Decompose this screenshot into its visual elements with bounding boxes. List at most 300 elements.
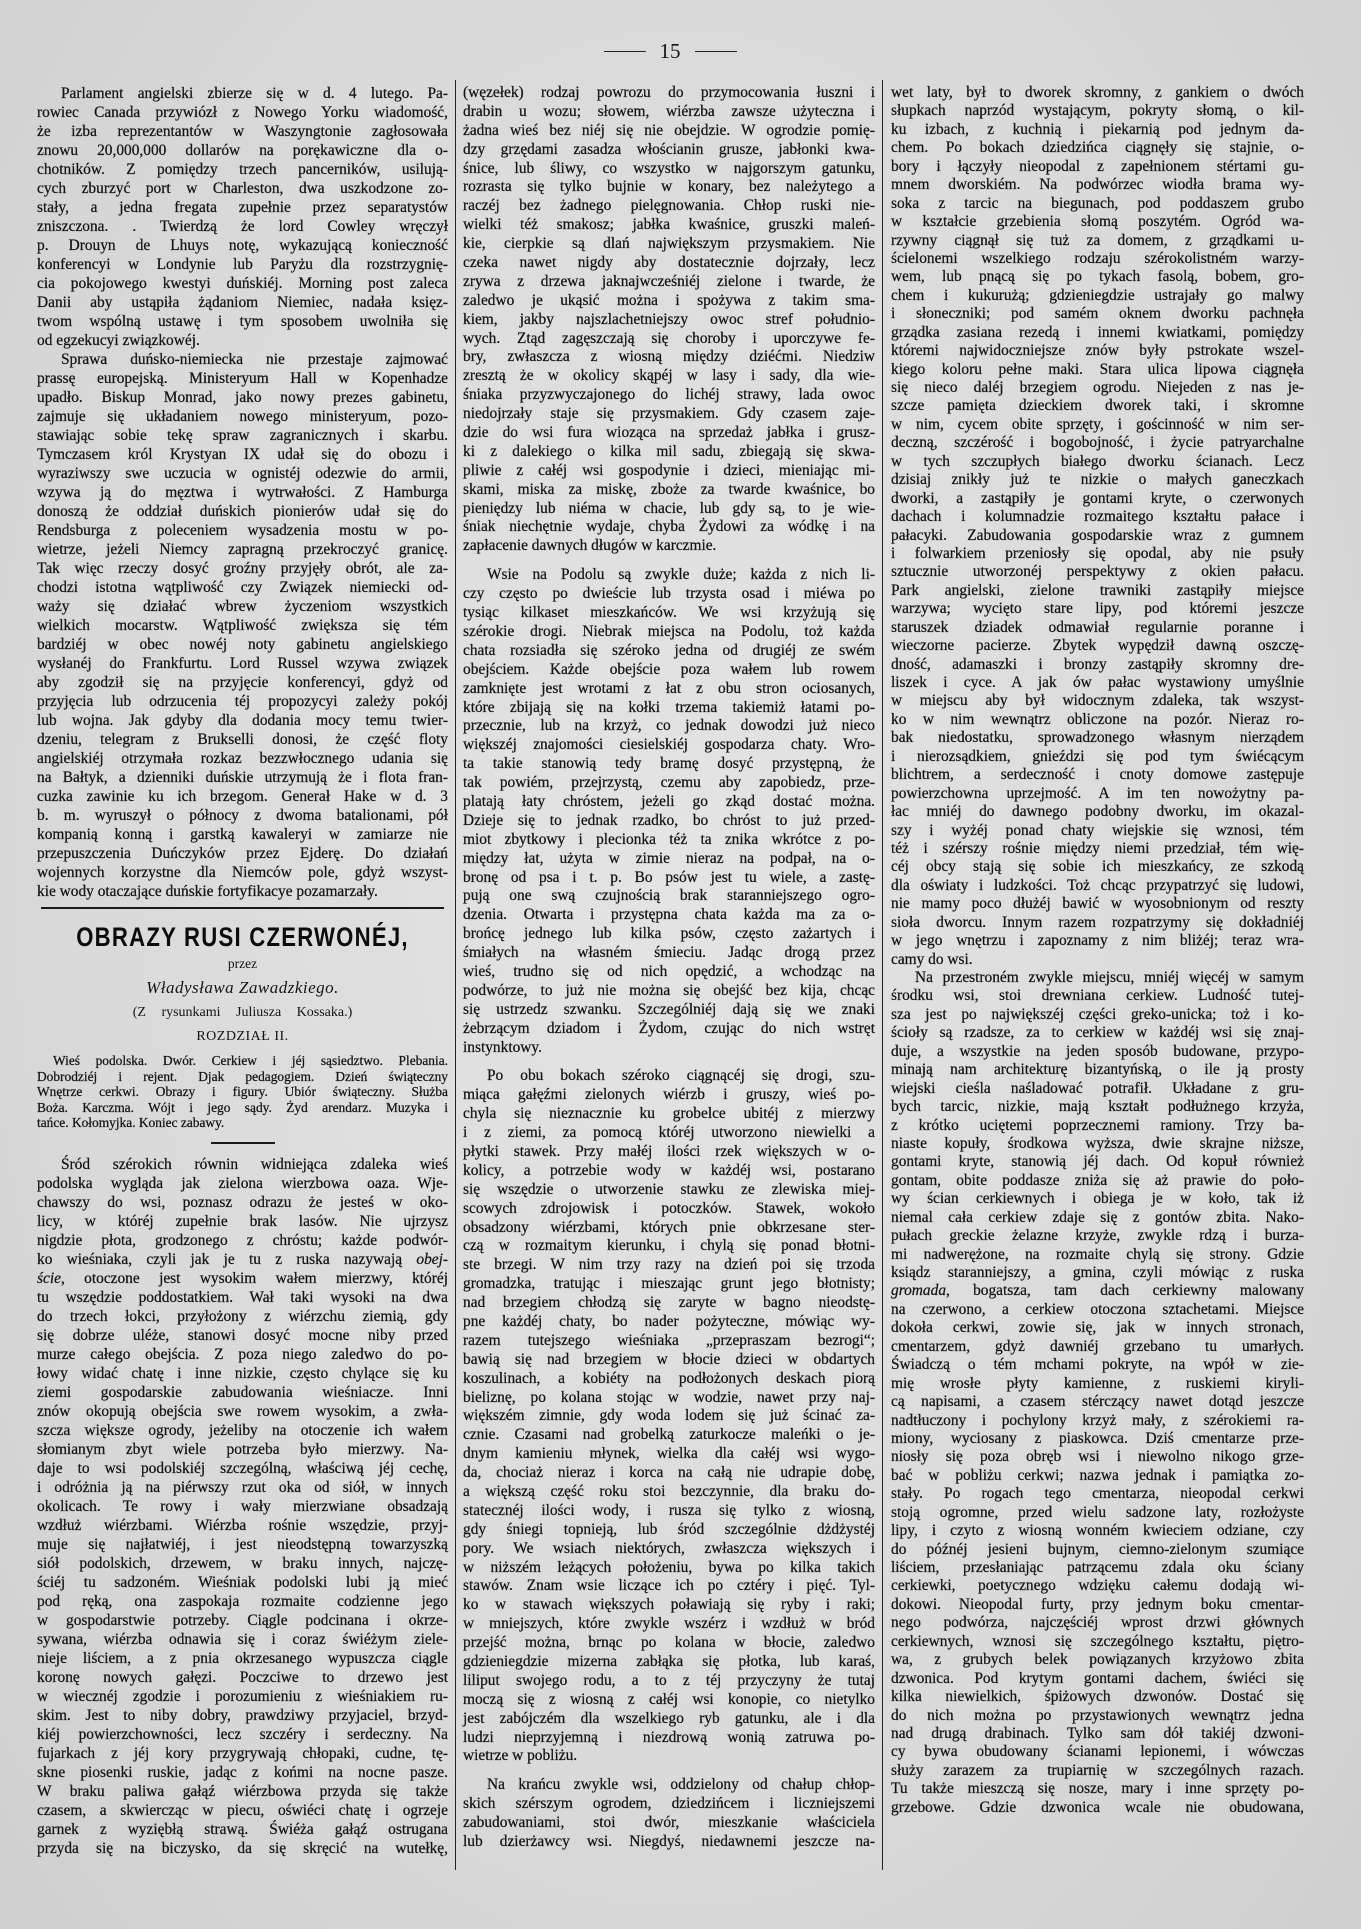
text-line: bardziéj w obec nowéj noty gabinetu angielskiego bbox=[37, 636, 448, 653]
text-line: śmiałych na własném śmieciu. Jadąc drogą przez bbox=[463, 944, 875, 962]
text-line: miony, wyciosany z piaskowca. Dziś cmentarze prze- bbox=[891, 1429, 1304, 1447]
text-line: upadło. Biskup Monrad, jako nowy prezes gabinetu, bbox=[37, 389, 448, 406]
text-line: obsadzony wiérzbami, których pnie obkrzesane ster- bbox=[463, 1218, 875, 1236]
text-line: z krótko uciętemi poprzecznemi ramiony. Trzy ba- bbox=[891, 1116, 1304, 1134]
text-line: niemal cała cerkiew zdaje się z gontów zbita. Nako- bbox=[891, 1208, 1304, 1226]
text-line: W braku paliwa gałąź wiérzbowa przyda się także bbox=[37, 1782, 448, 1800]
text-line: ludzi nieprzyjemną i niezdrową wonią zatruwa po- bbox=[463, 1728, 875, 1746]
text-line: kie wody otaczające duńskie fortyfikacye pozamarzały. bbox=[37, 883, 378, 900]
text-line: zapłacenie dawnych długów w karczmie. bbox=[463, 537, 717, 555]
text-line: ziemi gospodarskie zabudowania wieśniacze. Inni bbox=[37, 1383, 448, 1401]
text-line: skich szérszym ogrodem, dziedzińcem i liczniejszemi bbox=[463, 1795, 875, 1813]
text-line: do późnéj jesieni bujnym, ciemno-zielonym szumiące bbox=[891, 1540, 1304, 1558]
text-line bbox=[37, 1250, 448, 1269]
text-line: pliwie z całéj wsi gospodynie i dzieci, mieniając mi- bbox=[463, 461, 875, 479]
text-line: dzie do wsi fura wioząca na sprzedaż jabłka i grusz- bbox=[463, 424, 875, 442]
text-line: wyraziwszy swe uczucia w ognistéj odezwie do armii, bbox=[37, 465, 448, 482]
text-line: w tych szczupłych białego dworku ścianach. Lecz bbox=[891, 452, 1304, 470]
text-line: cuzka zawinie ku ich brzegom. Generał Hake w d. 3 bbox=[37, 788, 448, 805]
text-line: grządka zasiana rezedą i innemi kwiatkami, pomiędzy bbox=[891, 323, 1304, 341]
text-line: bych tarcic, nizkie, mają kształt podłużnego krzyża, bbox=[891, 1098, 1304, 1116]
text-line: przepuszczenia Duńczyków przez Ejderę. Do działań bbox=[37, 845, 448, 862]
page-number-value: 15 bbox=[659, 38, 681, 63]
text-line: pod ręką, ona zaspokaja rozmaite codzienne jego bbox=[37, 1592, 448, 1610]
text-line: cy bywa obudowany ścianami lepionemi, i wówczas bbox=[891, 1743, 1304, 1761]
text-line: kompanią konną i garstką kawaleryi w zamiarze nie bbox=[37, 826, 448, 843]
italic-term: obej- bbox=[416, 1250, 448, 1268]
text-line: kiego koloru pełne maki. Stara ulica lipowa ciągnęła bbox=[891, 360, 1304, 378]
text-line: Świadczą o tém mchami pokryte, na wpół w zie- bbox=[891, 1356, 1304, 1374]
text-line: téż i szérszy rośnie między niemi przedział, tém wię- bbox=[891, 839, 1304, 857]
text-line: garnek z wyziębłą strawą. Świéża gałąź ostrugana bbox=[37, 1820, 448, 1838]
text-line: da, chociaż nieraz i korca na całą nie udrapie dobę, bbox=[463, 1464, 875, 1482]
text-line: ścioły są rzadsze, za to cerkiew w każdéj wsi się znaj- bbox=[891, 1024, 1304, 1042]
text-line: dokowi. Nieopodal furty, przy jednym boku cmentar- bbox=[891, 1595, 1304, 1613]
text-line: powierzchowna uprzejmość. A im ten nowożytny pa- bbox=[891, 784, 1304, 802]
text-line: i odróżnia ją na piérwszy rzut oka od siół, w innych bbox=[37, 1478, 448, 1496]
text-line: ksiądz staranniejszy, a gmina, czyli mówiąc z ruska bbox=[891, 1264, 1304, 1281]
text-line: cerkiewki, poetycznego wdzięku całemu dodają wi- bbox=[891, 1577, 1304, 1595]
short-divider bbox=[211, 1142, 275, 1144]
text-line: wy ścian cerkiewnych i obiega je w koło, tak iż bbox=[891, 1190, 1304, 1208]
text-line: przyda się na biczysko, da się skręcić na wutełkę, bbox=[37, 1839, 448, 1857]
text-line: dzenia. Otwarta i przystępna chata każda ma za o- bbox=[463, 906, 875, 924]
text-line: zajmuje się układaniem nowego ministeryum, pozo- bbox=[37, 408, 448, 425]
text-line: łowy widać chatę i inne nizkie, często chylące się ku bbox=[37, 1364, 448, 1382]
text-line: chotników. Z pomiędzy trzech pancerników, usilują- bbox=[37, 161, 448, 178]
text-line: tysiąc kilkaset mieszkańców. We wsi krzyżują się bbox=[463, 604, 875, 622]
text-line: bak niedostatku, sprowadzonego własnym nierządem bbox=[891, 729, 1304, 747]
text-line: dzeniu, telegram z Brukselli donosi, że część floty bbox=[37, 731, 448, 748]
text-segment: , bogatsza, tam dach cerkiewny malowany bbox=[946, 1282, 1304, 1300]
text-line: środku wsi, stoi drewniana cerkiew. Ludność tutej- bbox=[891, 987, 1304, 1005]
text-line: camy do wsi. bbox=[891, 950, 973, 968]
text-line: platają łaty chróstem, jeżeli go zkąd dostać można. bbox=[463, 792, 875, 810]
text-line: płytki stawek. Przy małéj ilości rzek większych w o- bbox=[463, 1142, 875, 1160]
text-line: w kształcie grzebienia słomą poszytém. Ogród wa- bbox=[891, 213, 1304, 231]
text-line: przecznie, lub na krzyż, co jednak dowodzi już nieco bbox=[463, 717, 875, 735]
text-line: się ustrzedz szwanku. Szczególniéj dają się we znaki bbox=[463, 1000, 875, 1018]
text-line: skami, miska za miskę, zboże za twarde kwaśnice, bo bbox=[463, 480, 875, 498]
text-line: donoszą że oddział duńskich pionierów udał się do bbox=[37, 503, 448, 520]
text-segment: , otoczone jest wysokim wałem mierzwy, któréj bbox=[60, 1269, 448, 1287]
text-line: grzebowe. Gdzie dzwonica wcale nie obudowana, bbox=[891, 1798, 1304, 1816]
text-line: waży się działać wbrew życzeniom wszystkich bbox=[37, 598, 448, 615]
text-line: przejść można, brnąc po kolana w błocie, zaledwo bbox=[463, 1634, 875, 1652]
text-line: murze całego obejścia. Z poza niego zaledwo do po- bbox=[37, 1345, 448, 1363]
text-line: Tak więc rzeczy dosyć groźny przyjęły obrót, ale za- bbox=[37, 560, 448, 577]
text-line: zabudowaniami, stoi dwór, mieszkanie właściciela bbox=[463, 1814, 875, 1832]
text-line: tu wszędzie poddostatkiem. Wał taki wysoki na dwa bbox=[37, 1288, 448, 1306]
author-name: Władysława Zawadzkiego. bbox=[146, 978, 339, 997]
text-line: moczą się z wiosną z całéj wsi konopie, co nietylko bbox=[463, 1690, 875, 1708]
paragraph bbox=[463, 566, 875, 1057]
text-line: Boża. Karczma. Wójt i jego sądy. Żyd arendarz. Muzyka i bbox=[37, 1099, 448, 1115]
text-line: ścielonemi wszelkiego rodzaju szérokolistném warzy- bbox=[891, 249, 1304, 267]
text-line: wzywa ją do męztwa i wytrwałości. Z Hamburga bbox=[37, 484, 448, 501]
text-line: chem. Po bokach dziedzińca ciągnęły się stajnie, o- bbox=[891, 139, 1304, 157]
text-line bbox=[37, 1269, 448, 1288]
text-line: okolicach. Te rowy i wały mierzwiane obsadzają bbox=[37, 1497, 448, 1515]
text-segment: ko wieśniaka, czyli jak je tu z ruska nazywają bbox=[37, 1250, 417, 1268]
chapter-heading: ROZDZIAŁ II. bbox=[196, 1029, 289, 1044]
text-line: stawów. Znam wsie liczące ich po cztéry i pięć. Tyl- bbox=[463, 1577, 875, 1595]
text-line: gdy śniegi topnieją, lub śród szczególnie dżdżystéj bbox=[463, 1520, 875, 1538]
text-line: sywana, wiérzba odnawia się i coraz świéżym ziele- bbox=[37, 1630, 448, 1648]
paragraph bbox=[37, 1155, 448, 1858]
text-line: pują one swą czujnością brak staranniejszego ogro- bbox=[463, 887, 875, 905]
text-line: i nierozsądkiem, gnieździ się pod tym świécącym bbox=[891, 747, 1304, 765]
text-line: większéj znajomości ciesielskiéj gospodarza chaty. Wro- bbox=[463, 736, 875, 754]
text-line: wiejski cieśla naśladować potrafił. Układane z gru- bbox=[891, 1079, 1304, 1097]
text-line: bieliznę, po kolana stojąc w wodzie, nawet przy naj- bbox=[463, 1388, 875, 1406]
text-line: gontami kryte, stanowią jéj dach. Od kopuł również bbox=[891, 1153, 1304, 1171]
text-line: daje to wsi podolskiéj szczególną, właściwą jéj cechę, bbox=[37, 1459, 448, 1477]
paragraph bbox=[463, 1776, 875, 1852]
text-line: gdzieniegdzie mizerna zabłąka się płotka, lub karaś, bbox=[463, 1653, 875, 1671]
text-line: nego podwórza, najczęściéj wprost drzwi głównych bbox=[891, 1614, 1304, 1632]
text-line: do trzech łokci, przyłożony z wiérzchu ziemią, gdy bbox=[37, 1307, 448, 1325]
text-line: od egzekucyi związkowéj. bbox=[37, 332, 200, 349]
text-line: angielskiéj otrzymała rozkaz bezzwłocznego udania się bbox=[37, 750, 448, 767]
text-line: ko w stawach większych poławiają się ryby i raki; bbox=[463, 1596, 875, 1614]
text-line: sioła dworcu. Innym razem rozpatrzymy się dokładniéj bbox=[891, 913, 1304, 931]
text-line: że izba reprezentantów w Waszyngtonie zagłosowała bbox=[37, 123, 448, 140]
paragraph bbox=[37, 84, 448, 350]
text-line: liszek i cyce. A jak ów pałac wystawiony umyślnie bbox=[891, 674, 1304, 691]
text-line: przyjęcia lub odrzucenia téj propozycyi zależy pokój bbox=[37, 693, 448, 710]
text-line: scowych zdrojowisk i potoczków. Stawek, wokoło bbox=[463, 1199, 875, 1217]
text-line: ściéj tu sadzoném. Wieśniak podolski lubi ją mieć bbox=[37, 1573, 448, 1591]
text-line: dachach i kolumnadzie rozmaitego kształtu pałace i bbox=[891, 508, 1304, 526]
text-line: ste brzegi. W nim trzy razy na dzień poi się trzoda bbox=[463, 1256, 875, 1274]
text-line: dzisiaj znikły już te nizkie o małych ganeczkach bbox=[891, 471, 1304, 489]
text-line: słupkach naprzód wystającym, pokryty słomą, o kil- bbox=[891, 102, 1304, 120]
text-line: lub dzierżawcy wsi. Niegdyś, niedawnemi jeszcze na- bbox=[463, 1833, 875, 1851]
text-line: koronę nowych gałęzi. Poczciwe to drzewo jest bbox=[37, 1668, 448, 1686]
text-line: stoją ogromne, przed wielu sadzone laty, rozłożyste bbox=[891, 1503, 1304, 1521]
text-line: i z ziemi, za pomocą któréj utworzono niewielki a bbox=[463, 1124, 875, 1142]
text-line: duje, a wszystkie na jeden sposób budowane, przypo- bbox=[891, 1042, 1304, 1060]
column-3 bbox=[891, 84, 1304, 1817]
text-line: chyla się nieznacznie ku grobelce ubitéj z mierzwy bbox=[463, 1105, 875, 1123]
text-line: się wszędzie o utworzenie stawku ze zlewiska miej- bbox=[463, 1180, 875, 1198]
text-line: Na przestroném zwykle miejscu, mniéj więcéj w samym bbox=[915, 969, 1304, 986]
text-line: większém zimnie, gdy woda lodem się już ścinać za- bbox=[463, 1407, 875, 1425]
text-line: Wnętrze cerkwi. Obrazy i figury. Ubiór świąteczny. Służba bbox=[37, 1084, 448, 1100]
text-line: Wieś podolska. Dwór. Cerkiew i jéj sąsiedztwo. Plebania. bbox=[53, 1053, 448, 1068]
text-line: pieniędzy lub niéma w chacie, lub gdy są, to je wie- bbox=[463, 499, 875, 517]
text-line: wieś, trudno się od nich opędzić, a wchodząc na bbox=[463, 962, 875, 980]
text-line: w mniejszych, które zwykle wszérz i wzdłuż w bród bbox=[463, 1615, 875, 1633]
text-line: śnice, lub śliwy, co wszystko w najgorszym gatunku, bbox=[463, 159, 875, 177]
text-line: chata rozsiadła się széroko jedna od drugiéj ze swém bbox=[463, 641, 875, 659]
text-line: nad brzegiem chłodzą się zaryte w bagno nieodstę- bbox=[463, 1294, 875, 1312]
text-line: nieje liściem, a z pnia okrzesanego wypuszcza ciągle bbox=[37, 1649, 448, 1667]
text-line: kiem, jakby najszlachetniejszy owoc stref południo- bbox=[463, 310, 875, 328]
text-line: wysłanéj do Frankfurtu. Lord Russel wzywa związek bbox=[37, 655, 448, 672]
text-line: dla oświaty i ludzkości. Toż chcąc przypatrzyć się ludowi, bbox=[891, 876, 1304, 894]
text-line: czą w rozmaitym kierunku, i chylą się ponad błotni- bbox=[463, 1237, 875, 1255]
text-line: szérokie drogi. Niebrak miejsca na Podolu, toż każda bbox=[463, 622, 875, 640]
text-line: w niższém leżących położeniu, bywa po kilka takich bbox=[463, 1558, 875, 1576]
text-line: kiéj powierzchowności, lecz szczéry i serdeczny. Na bbox=[37, 1725, 448, 1743]
text-line: licy, w któréj zupełnie brak lasów. Nie ujrzysz bbox=[37, 1212, 448, 1230]
text-line: żebrzącym dziadom i Żydom, czując do nich wstręt bbox=[463, 1019, 875, 1037]
text-line: zamknięte jest wrotami z łat z obu stron ociosanych, bbox=[463, 679, 875, 697]
text-line bbox=[891, 1282, 1304, 1300]
text-line: podolska wygląda jak zielona wierzbowa oaza. Wje- bbox=[37, 1174, 448, 1192]
text-line: konferencyi w Londynie lub Paryżu dla rozstrzygnię- bbox=[37, 256, 448, 273]
text-line: ta takie stanowią tedy bramę dosyć przystępną, że bbox=[463, 755, 875, 773]
text-line: i folwarkiem przeniosły się opodal, aby nie psuły bbox=[891, 544, 1304, 562]
text-line: soka z tarcic na biegunach, pod poddaszem grubo bbox=[891, 194, 1304, 212]
text-line: pne każdéj chaty, bo nader pożyteczne, mówiąc wy- bbox=[463, 1313, 875, 1330]
text-line: cych zburzyć port w Charleston, dwa uszkodzone zo- bbox=[37, 180, 448, 197]
paragraph bbox=[463, 1067, 875, 1766]
text-line: minają nam architekturę bizantyńską, o ile ją prosty bbox=[891, 1061, 1304, 1079]
text-line: sztucznie utworzonéj perspektywy z okien pałacu. bbox=[891, 563, 1304, 581]
text-line: nad drugą drabinach. Tylko sam dół takiéj dzwoni- bbox=[891, 1724, 1304, 1742]
text-line: statecznéj ilości wody, i rusza się tylko z wiosną, bbox=[463, 1501, 875, 1519]
text-line: wzdłuż wiérzbami. Wiérzba rośnie wszędzie, przyj- bbox=[37, 1516, 448, 1534]
text-line: wielkich mocarstw. Wątpliwość zwiększa się tém bbox=[37, 617, 448, 634]
text-line: cą napisami, a czasem stérczący nawet dotąd jeszcze bbox=[891, 1393, 1304, 1411]
text-line: drabin u wozu; słowem, wiérzba zawsze użyteczna i bbox=[463, 102, 875, 120]
text-line: szy i wyżéj ponad chaty wiejskie się wznosi, tém bbox=[891, 821, 1304, 839]
text-line: chodzi istotna wątpliwość czy Związek niemiecki od- bbox=[37, 579, 448, 596]
text-line: skne piosenki ruskie, jadąc z końmi na nocne pasze. bbox=[37, 1763, 448, 1781]
text-line: wietrze w pobliżu. bbox=[463, 1747, 578, 1765]
text-line: znowu 20,000,000 dollarów na porękawiczne dla o- bbox=[37, 142, 448, 159]
text-line: warzywa; wycięto stare lipy, pod któremi jeszcze bbox=[891, 600, 1304, 618]
text-line: mię wrosłe płyty kamienne, z ruskiemi kiryli- bbox=[891, 1374, 1304, 1392]
text-line: tak powiém, przejrzystą, czemu aby zapobiedz, prze- bbox=[463, 774, 875, 792]
text-line: Rendsburga z poleceniem wysadzenia mostu w po- bbox=[37, 522, 448, 539]
text-line: fujarkach z jéj kory przygrywają chłopaki, cudne, tę- bbox=[37, 1744, 448, 1762]
text-line: staruszek dziadek odmawiał regularnie poranne i bbox=[891, 618, 1304, 636]
text-line: dokoła cerkwi, zowie się, jak w innych stronach, bbox=[891, 1319, 1304, 1337]
text-line: skim. Jest to niby dobry, prawdziwy przyjaciel, brzyd- bbox=[37, 1706, 448, 1724]
text-line: śniaka przyzwyczajonego do lichéj strawy, lada owoc bbox=[463, 386, 875, 404]
text-line: w wiecznéj zgodzie i porozumieniu z wieśniakiem ru- bbox=[37, 1687, 448, 1705]
text-line: żadna wieś bez niéj się nie obejdzie. W ogrodzie pomię- bbox=[463, 121, 875, 139]
paragraph bbox=[463, 84, 875, 556]
text-line: koszulinach, a kobiéty na podłożonych deskach piorą bbox=[463, 1369, 875, 1387]
text-line: chawszy do wsi, poznasz odrazu że jesteś w oko- bbox=[37, 1193, 448, 1211]
paragraph bbox=[37, 350, 448, 901]
text-line: nie mamy poco dłużéj bawić w wyosobnionym od reszty bbox=[891, 895, 1304, 913]
text-line: rozrasta się tylko bujnie w konary, bez należytego a bbox=[463, 178, 875, 196]
text-line: liliput swojego rodu, a to z téj przyczyny że tutaj bbox=[463, 1671, 875, 1689]
text-line: Park angielski, zielone trawniki zastąpiły miejsce bbox=[891, 581, 1304, 599]
text-line: tańce. Kołomyjka. Koniec zabawy. bbox=[37, 1115, 225, 1131]
text-line: gontam, obite poddasze zniża się aż prawie do poło- bbox=[891, 1171, 1304, 1189]
text-line: dzy grzędami zasadza włościanin grusze, jabłonki kwa- bbox=[463, 140, 875, 158]
text-line: wa, z grubych belek powiązanych krzyżowo zbita bbox=[891, 1651, 1304, 1669]
text-line: w gospodarstwie potrzeby. Ciągle podcinana i okrze- bbox=[37, 1611, 448, 1629]
text-line: Na krańcu zwykle wsi, oddzielony od chałup chłop- bbox=[487, 1776, 875, 1794]
text-line: łac mniéj do dawnego podobny dworku, im okazal- bbox=[891, 803, 1304, 821]
text-line: deczną, szczérość i bogobojność, i życie patryarchalne bbox=[891, 434, 1304, 452]
text-line: zrywa z drzewa jaknajwcześniéj zielone i twarde, że bbox=[463, 272, 875, 290]
italic-term: ście bbox=[37, 1269, 61, 1287]
text-line: zresztą że w okolicy skąpéj w lasy i sady, dla wie- bbox=[463, 367, 875, 385]
text-line: kilka niewielkich, śpiżowych dzwonów. Dostać się bbox=[891, 1688, 1304, 1706]
text-line: cmentarzem, gdyż dawniéj grzebano tu umarłych. bbox=[891, 1337, 1304, 1355]
text-line: rzywny ciągnął się tuż za domem, z grządkami u- bbox=[891, 231, 1304, 249]
text-line: ki z dalekiego o kilka mil sadu, zbiegają się skwa- bbox=[463, 442, 875, 460]
paragraph bbox=[891, 969, 1304, 1817]
column-divider bbox=[882, 80, 883, 1870]
text-line: twom wspólną ustawę i tym sposobem uwolniła się bbox=[37, 313, 448, 330]
text-line: miot zbytkowy i plecionka téż ta znika wkrótce z po- bbox=[463, 830, 875, 848]
text-line: rowiec Canada przywiózł z Nowego Yorku wiadomość, bbox=[37, 104, 448, 121]
column-divider bbox=[455, 80, 456, 1870]
page-number bbox=[600, 36, 740, 66]
text-line: między łat, użyta w zimie nieraz na podpał, na o- bbox=[463, 849, 875, 867]
text-line: wieczorne pacierze. Zbytek wypędził dawną oszczę- bbox=[891, 637, 1304, 655]
text-line: na czerwono, a cerkiew otoczona sztachetami. Miejsce bbox=[891, 1300, 1304, 1318]
text-line: bać w pobliżu cerkwi; nazwa jednak i pamiątka zo- bbox=[891, 1466, 1304, 1484]
text-line: w nim, cycem obite sprzęty, i gościnność w nim ser- bbox=[891, 415, 1304, 433]
text-line: Parlament angielski zbierze się w d. 4 lutego. Pa- bbox=[61, 85, 448, 102]
text-line: dworki, a zastąpiły je gontami kryte, o czerwonych bbox=[891, 489, 1304, 507]
text-line: zniszczona. . Twierdzą że lord Cowley wręczył bbox=[37, 218, 448, 235]
text-line: wietrze, jeżeli Niemcy zapragną przekroczyć granicę. bbox=[37, 541, 448, 558]
text-line: Wsie na Podolu są zwykle duże; każda z nich li- bbox=[487, 566, 875, 584]
text-line: ko w nim wewnątrz obliczone na pozór. Nieraz ro- bbox=[891, 710, 1304, 728]
text-line: gromadzka, tratując i mieszając grunt jego błotnisty; bbox=[463, 1275, 875, 1293]
text-line: pułach greckie żelazne krzyże, zwykle rdzą i burza- bbox=[891, 1227, 1304, 1245]
text-line: mi nadwerężone, na rozmaite chylą się strony. Gdzie bbox=[891, 1245, 1304, 1263]
text-line: stały. Po rogach tego cmentarza, nieopodal cerkwi bbox=[891, 1485, 1304, 1503]
text-line: p. Drouyn de Lhuys notę, wykazującą konieczność bbox=[37, 237, 448, 254]
text-line: liściem, przesłaniając patrzącemu zdala oku ściany bbox=[891, 1559, 1304, 1576]
byline: przez bbox=[227, 956, 258, 971]
text-line: Sprawa duńsko-niemiecka nie przestaje zajmować bbox=[61, 351, 448, 368]
text-line: wet laty, był to dworek skromny, z gankiem o dwóch bbox=[891, 84, 1304, 101]
text-line: Po obu bokach széroko ciągnącéj się drogi, szu- bbox=[487, 1067, 875, 1085]
text-line: nadtłuczony i pochylony krzyż mały, z szérokiemi ra- bbox=[891, 1411, 1304, 1429]
column-2 bbox=[463, 84, 875, 1852]
text-line: lub wojna. Jak gdyby dla dodania mocy temu twier- bbox=[37, 712, 448, 729]
text-line: cerkiewnych, wznosi się szczególnego kształtu, piętro- bbox=[891, 1632, 1304, 1650]
text-line: słomianym zbyt wiele potrzeba było mierzwy. Na- bbox=[37, 1440, 448, 1458]
text-line: obejściem. Każde obejście poza wałem lub rowem bbox=[463, 660, 875, 678]
chapter-summary bbox=[37, 1053, 448, 1131]
text-line: bry, zwłaszcza z wiosną między dziéćmi. Niedziw bbox=[463, 348, 875, 366]
text-line: instynktowy. bbox=[463, 1038, 542, 1056]
text-line: Tymczasem król Krystyan IX udał się do obozu i bbox=[37, 446, 448, 463]
text-line: (węzełek) rodzaj powrozu do przymocowania łuszni i bbox=[463, 84, 875, 101]
text-line: czasem, a skwiercząc w piecu, oświéci chatę i ogrzeje bbox=[37, 1801, 448, 1819]
column-1 bbox=[37, 84, 448, 1858]
text-line: i słoneczniki; pod samém oknem dworku pachnęła bbox=[891, 305, 1304, 323]
text-line: niosły się poza obręb wsi i niewolno nikogo grze- bbox=[891, 1448, 1304, 1466]
text-line: wojennych korzystne dla Niemców pole, gdyż wszyst- bbox=[37, 864, 448, 881]
text-line: wych. Ztąd zagęszczają się choroby i uporczywe fe- bbox=[463, 329, 875, 347]
page-number-dash-left bbox=[604, 51, 646, 52]
text-line: się nieco daléj brzegiem ogrodu. Niejeden z nas je- bbox=[891, 379, 1304, 396]
text-line: bronę od psa i t. p. Bo psów jest tu wiele, a zastę- bbox=[463, 868, 875, 886]
illustration-note: (Z rysunkami Juliusza Kossaka.) bbox=[132, 1005, 353, 1020]
text-line: sza jest po największéj części greko-unicka; toż i ko- bbox=[891, 1005, 1304, 1023]
text-line: szcze pamięta dzieckiem dworek taki, i skromne bbox=[891, 397, 1304, 415]
text-line: Tu także mieszczą się nosze, mary i inne sprzęty po- bbox=[891, 1780, 1304, 1798]
text-line: się dobrze uléże, stanowi dosyć mocne niby przed bbox=[37, 1326, 448, 1344]
text-line: pory. We wsiach niektórych, zwłaszcza większych i bbox=[463, 1539, 875, 1557]
text-line: stawiając sobie tekę spraw zagranicznych i skarbu. bbox=[37, 427, 448, 444]
text-line: Dzieje się to jednak rzadko, bo chróst to już przed- bbox=[463, 811, 875, 829]
text-line: niedojrzały staje się przysmakiem. Gdy czasem zaje- bbox=[463, 405, 875, 423]
text-line: cia pokojowego kwestyi duńskiéj. Morning post zaleca bbox=[37, 275, 448, 292]
text-line: muje się najłatwiéj, i jest nieodstępną towarzyszką bbox=[37, 1535, 448, 1553]
text-line: wielki téż smakosz; jabłka kwaśnice, gruszki maleń- bbox=[463, 216, 875, 234]
text-line: które zbijają się na kołki trzema takiemiż łatami po- bbox=[463, 698, 875, 716]
text-line: dność, adamaszki i bronzy zastąpiły skromny dre- bbox=[891, 655, 1304, 673]
text-line: aby zgodził się na przyjęcie konferencyi, gdyż od bbox=[37, 674, 448, 691]
text-line: niaste kopuły, środkowa wyższa, dwie skrajne niższe, bbox=[891, 1134, 1304, 1152]
text-line: w miejscu aby był widocznym zdaleka, tak wszyst- bbox=[891, 692, 1304, 710]
text-line: dzwonica. Pod krytym gontami dachem, świéci się bbox=[891, 1669, 1304, 1687]
text-line: a większą część roku stoi bezczynnie, dla braku do- bbox=[463, 1483, 875, 1501]
text-line: kie, cierpkie są dlań największym przysmakiem. Nie bbox=[463, 235, 875, 253]
text-line: na Bałtyk, a dzienniki duńskie utrzymują że i flota fran- bbox=[37, 769, 448, 786]
text-line: bawią się nad brzegiem w błocie dzieci w obdartych bbox=[463, 1350, 875, 1368]
text-line: szcza większe ogrody, jeżeliby na otoczenie ich wałem bbox=[37, 1421, 448, 1439]
text-line: siół podolskich, drzewem, w braku innych, najczę- bbox=[37, 1554, 448, 1572]
text-line: raczéj bez żadnego pielęgnowania. Chłop ruski nie- bbox=[463, 197, 875, 215]
text-line: cznie. Czasami nad grobelką zaturkocze maleńki o je- bbox=[463, 1426, 875, 1444]
text-line: brońcę jednego lub kilka psów, często zażartych i bbox=[463, 925, 875, 943]
text-line: ku izbach, z kuchnią i piekarnią pod jednym da- bbox=[891, 120, 1304, 138]
text-line: wem, lub pnącą się po tykach fasolą, bobem, gro- bbox=[891, 268, 1304, 286]
text-line: dnym kamieniu młynek, wielka dla całéj wsi wygo- bbox=[463, 1445, 875, 1463]
text-line: lipy, i czyto z wiosną wonném kwieciem odziane, czy bbox=[891, 1522, 1304, 1540]
text-line: chem i kukurużą; gdzieniegdzie ustrajały go malwy bbox=[891, 286, 1304, 304]
text-line: Danii aby ustąpiła żądaniom Niemiec, nadała księz- bbox=[37, 294, 448, 311]
text-line: céj obcy stają się sobie ich mieszkańcy, ze szkodą bbox=[891, 858, 1304, 876]
page-number-dash-right bbox=[695, 51, 737, 52]
text-line: któremi najwidoczniejsze znów były pstrokate wszel- bbox=[891, 342, 1304, 360]
text-line: prassę europejską. Ministeryum Hall w Kopenhadze bbox=[37, 370, 448, 387]
text-line: podwórze, to już nie można się obejść bez kija, chcąc bbox=[463, 981, 875, 999]
text-line: stały, a jedna fregata zupełnie przez separatystów bbox=[37, 199, 448, 216]
article-title: OBRAZY RUSI CZERWONÉJ, bbox=[76, 922, 409, 952]
text-line: kolicy, a potrzebie wody w każdéj wsi, postarano bbox=[463, 1161, 875, 1179]
text-line: znów okopują obejścia swe rowem wysokim, a zwła- bbox=[37, 1402, 448, 1420]
paragraph bbox=[891, 84, 1304, 969]
text-line: Dobrodziéj i rejent. Djak pedagogiem. Dzień świąteczny bbox=[37, 1068, 448, 1084]
text-line: b. m. wyruszył o północy z dwoma batalionami, pół bbox=[37, 807, 448, 824]
text-line: w jego wnętrzu i zapoznamy z nim bliżéj; teraz wra- bbox=[891, 932, 1304, 950]
text-line: pałacyki. Zabudowania gospodarskie wraz z gumnem bbox=[891, 526, 1304, 544]
section-divider bbox=[41, 907, 444, 909]
text-line: blichtrem, a serdeczność i cnoty domowe zastępuje bbox=[891, 766, 1304, 784]
text-line: nigdzie płota, grodzonego z chróstu; każde podwór- bbox=[37, 1231, 448, 1249]
text-line: czeka nawet nigdy aby dostatecznie dojrzały, lecz bbox=[463, 254, 875, 272]
text-line: mnem dworskiém. Na podwórzec wiodła brama wy- bbox=[891, 176, 1304, 194]
text-line: jest zabójczém dla wszelkiego ryb gatunku, ale i dla bbox=[463, 1709, 875, 1727]
text-line: Śród szérokich równin widniejąca zdaleka wieś bbox=[61, 1155, 448, 1173]
text-line: czy często po dwieście lub trzysta osad i miéwa po bbox=[463, 585, 875, 603]
text-line: śniak niechętnie wydaje, chyba Żydowi za wódkę i na bbox=[463, 518, 875, 536]
text-line: do nich można po przystawionych wewnątrz jedna bbox=[891, 1706, 1304, 1724]
text-line: zaledwo je ukąsić można i spożywa z takim sma- bbox=[463, 291, 875, 309]
text-line: służy zarazem za trupiarnię w szczególnych razach. bbox=[891, 1761, 1304, 1779]
text-line: bory i łączyły nieopodal z zapełnionem stértami gu- bbox=[891, 157, 1304, 175]
